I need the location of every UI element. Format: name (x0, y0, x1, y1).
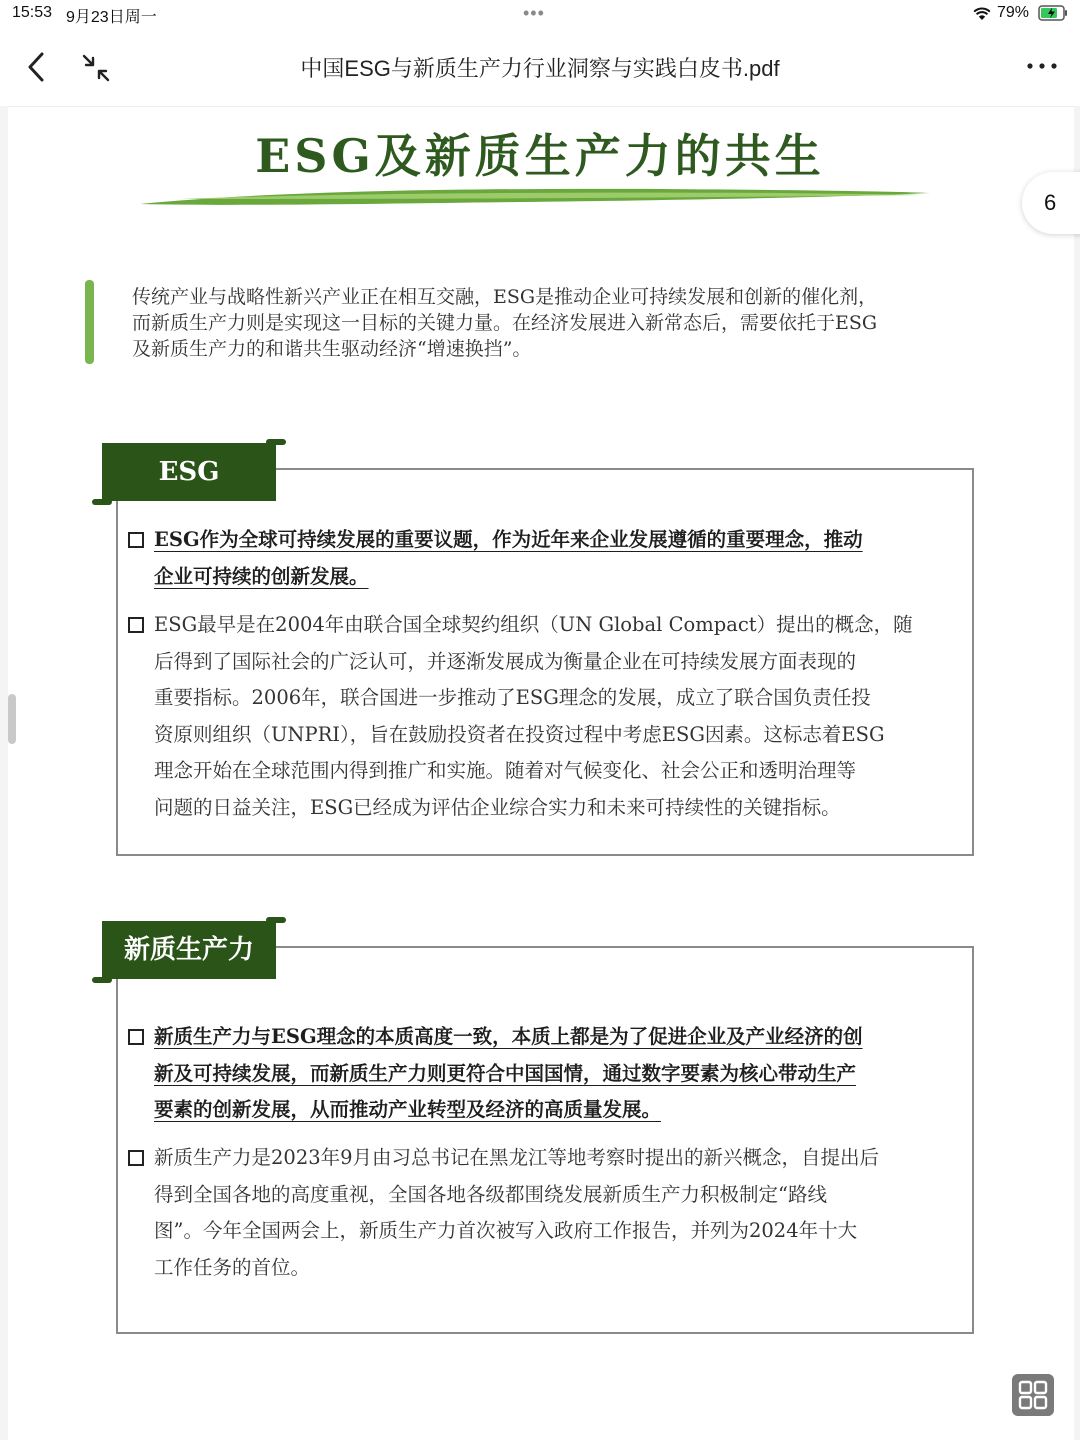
document-title: 中国ESG与新质生产力行业洞察与实践白皮书.pdf (300, 56, 780, 81)
page-margin-right (1074, 106, 1080, 1440)
bullet-line: 图”。今年全国两会上，新质生产力首次被写入政府工作报告，并列为2024年十大 (154, 1219, 858, 1242)
checkbox-square-icon (128, 532, 144, 548)
checkbox-square-icon (128, 1150, 144, 1166)
esg-section-tab-label: ESG (158, 457, 220, 487)
productivity-section-tab-label: 新质生产力 (123, 935, 254, 965)
page-number-badge[interactable]: 6 (1022, 172, 1080, 234)
bullet-line: 理念开始在全球范围内得到推广和实施。随着对气候变化、社会公正和透明治理等 (154, 759, 857, 782)
bullet-line: 得到全国各地的高度重视，全国各地各级都围绕发展新质生产力积极制定“路线 (154, 1182, 827, 1206)
scroll-handle[interactable] (8, 694, 16, 744)
intro-line: 及新质生产力的和谐共生驱动经济“增速换挡”。 (132, 338, 532, 360)
wifi-icon (972, 5, 992, 21)
bullet-line: 企业可持续的创新发展。 (154, 564, 369, 588)
bullet-line: 后得到了国际社会的广泛认可，并逐渐发展成为衡量企业在可持续发展方面表现的 (154, 649, 857, 673)
bullet-line: 新质生产力与ESG理念的本质高度一致，本质上都是为了促进企业及产业经济的创 (154, 1025, 863, 1048)
navigation-bar (0, 28, 1080, 107)
bullet-line: 重要指标。2006年，联合国进一步推动了ESG理念的发展，成立了联合国负责任投 (154, 686, 871, 709)
bullet-line: ESG作为全球可持续发展的重要议题，作为近年来企业发展遵循的重要理念，推动 (154, 528, 863, 551)
bullet-line: ESG最早是在2004年由联合国全球契约组织（UN Global Compact）提出的概念，随 (154, 613, 913, 636)
bullet-line: 新质生产力是2023年9月由习总书记在黑龙江等地考察时提出的新兴概念，自提出后 (154, 1146, 880, 1169)
multitasking-dots[interactable]: ••• (523, 3, 545, 23)
status-time: 15:53 (12, 4, 53, 21)
status-date: 9月23日周一 (66, 9, 157, 26)
bullet-line: 资原则组织（UNPRI），旨在鼓励投资者在投资过程中考虑ESG因素。这标志着ESG (154, 722, 885, 746)
tab-decoration (92, 977, 112, 983)
more-horizontal-icon[interactable] (1024, 56, 1060, 76)
status-bar (0, 0, 1080, 28)
checkbox-square-icon (128, 617, 144, 633)
tab-decoration (92, 499, 112, 505)
bullet-line: 问题的日益关注，ESG已经成为评估企业综合实力和未来可持续性的关键指标。 (154, 795, 841, 819)
checkbox-square-icon (128, 1029, 144, 1045)
bullet-line: 新及可持续发展，而新质生产力则更符合中国国情，通过数字要素为核心带动生产 (154, 1061, 857, 1085)
intro-line: 传统产业与战略性新兴产业正在相互交融，ESG是推动企业可持续发展和创新的催化剂， (132, 286, 878, 308)
intro-paragraph (132, 284, 1002, 362)
page-title: ESG及新质生产力的共生 (255, 129, 825, 183)
grid-view-icon[interactable] (1012, 1374, 1054, 1416)
battery-percent: 79% (997, 4, 1030, 21)
tab-decoration (266, 439, 286, 445)
bullet-line: 要素的创新发展，从而推动产业转型及经济的高质量发展。 (154, 1098, 662, 1121)
tab-decoration (266, 917, 286, 923)
esg-section-tab (102, 443, 276, 501)
battery-charging-icon (1038, 5, 1068, 21)
bullet-line: 工作任务的首位。 (154, 1255, 311, 1279)
intro-line: 而新质生产力则是实现这一目标的关键力量。在经济发展进入新常态后，需要依托于ESG (132, 312, 878, 334)
brush-stroke-decoration (140, 184, 930, 210)
page-margin-left (0, 106, 8, 1440)
productivity-section-tab (102, 921, 276, 979)
intro-accent-bar (85, 280, 94, 364)
